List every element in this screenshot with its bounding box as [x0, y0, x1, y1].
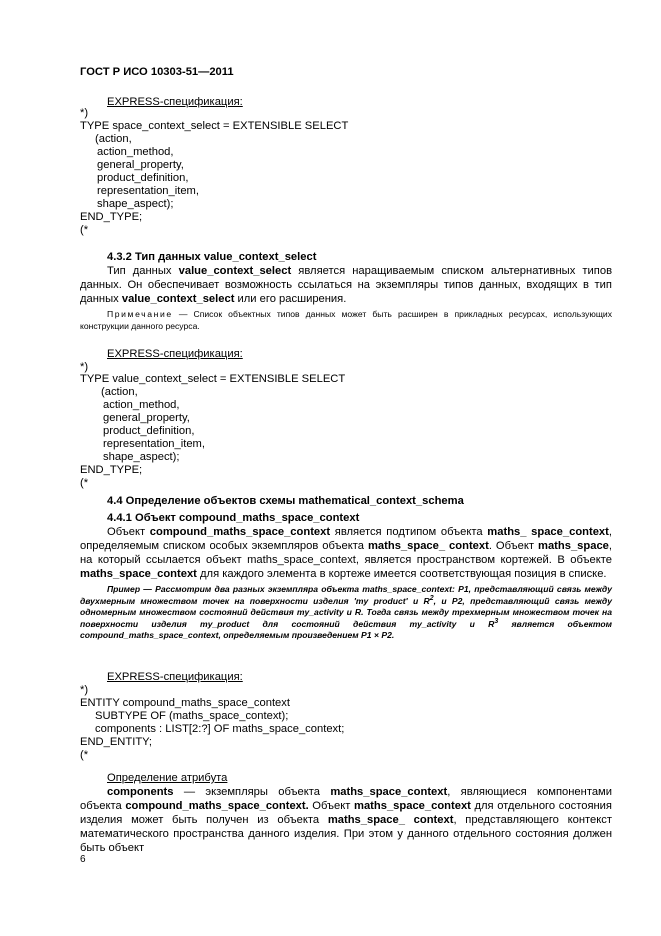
section-heading-4-3-2: 4.3.2 Тип данных value_context_select	[107, 251, 317, 263]
code-line: components : LIST[2:?] OF maths_space_context;	[95, 723, 345, 735]
code-line: shape_aspect);	[103, 451, 180, 463]
attribute-definition-label: Определение атрибута	[107, 772, 228, 784]
note-label: Примечание	[107, 309, 173, 319]
code-line: TYPE space_context_select = EXTENSIBLE SELECT	[80, 120, 349, 132]
code-line: (action,	[101, 386, 138, 398]
express-open-1: *)	[80, 107, 89, 119]
code-line: action_method,	[97, 146, 174, 158]
code-line: general_property,	[103, 412, 190, 424]
express-open-3: *)	[80, 684, 89, 696]
express-close-2: (*	[80, 477, 89, 489]
code-line: END_ENTITY;	[80, 736, 153, 748]
code-line: END_TYPE;	[80, 211, 143, 223]
section-heading-4-4-1: 4.4.1 Объект compound_maths_space_context	[107, 512, 360, 524]
example-paragraph: Пример — Рассмотрим два разных экземпляра объекта maths_space_context: P1, представляющий связь между двухмерным множеством точек на поверхности изделия 'my product' и $R^2$, и P2, представляющий связь между одномерным множеством состояний действия my_activity и R. Тогда связь между трехмерным множеством точек на поверхности изделия my_product для состояний действия my_activity и $R^3$ является объектом compound_maths_space_context, определяемым произведением P1 × P2.	[80, 584, 613, 640]
code-line: SUBTYPE OF (maths_space_context);	[95, 710, 289, 722]
code-line: (action,	[95, 133, 132, 145]
code-line: product_definition,	[97, 172, 189, 184]
page-number: 6	[80, 854, 86, 865]
section-heading-4-4: 4.4 Определение объектов схемы mathematical_context_schema	[107, 495, 464, 507]
code-line: TYPE value_context_select = EXTENSIBLE SELECT	[80, 373, 346, 385]
attribute-definition-paragraph: components — экземпляры объекта maths_space_context, являющиеся компонентами объекта compound_maths_space_context. Объект maths_space_context для отдельного состояния изделия может быть получен из объекта maths_space_ context, представляющего контекст математического пространства данного изделия. При этом у данного отдельного состояния должен быть объект	[80, 786, 612, 854]
code-line: ENTITY compound_maths_space_context	[80, 697, 290, 709]
express-close-1: (*	[80, 224, 89, 236]
paragraph-value-context-select: Тип данных value_context_select является наращиваемым списком альтернативных типов данных. Он обеспечивает возможность ссылаться на экземпляры типов данных, входящих в тип данных value_context_select или его расширения.	[80, 265, 613, 305]
express-spec-label-1: EXPRESS-спецификация:	[107, 96, 243, 108]
express-spec-label-3: EXPRESS-спецификация:	[107, 671, 243, 683]
express-close-3: (*	[80, 749, 89, 761]
code-line: product_definition,	[103, 425, 195, 437]
note-paragraph: Примечание — Список объектных типов данных может быть расширен в прикладных ресурсах, использующих конструкции данного ресурса.	[80, 309, 612, 331]
page-header-title: ГОСТ Р ИСО 10303-51—2011	[80, 66, 234, 78]
code-line: END_TYPE;	[80, 464, 143, 476]
code-line: representation_item,	[97, 185, 199, 197]
code-line: shape_aspect);	[97, 198, 174, 210]
code-line: representation_item,	[103, 438, 205, 450]
paragraph-compound-maths-space-context: Объект compound_maths_space_context является подтипом объекта maths_ space_context, определяемым списком особых экземпляров объекта maths_space_ context. Объект maths_space, на который ссылается объект maths_space_context, является пространством кортежей. В объекте maths_space_context для каждого элемента в кортеже имеется соответствующая позиция в списке.	[80, 526, 613, 580]
code-line: action_method,	[103, 399, 180, 411]
code-line: general_property,	[97, 159, 184, 171]
express-spec-label-2: EXPRESS-спецификация:	[107, 348, 243, 360]
express-open-2: *)	[80, 361, 89, 373]
